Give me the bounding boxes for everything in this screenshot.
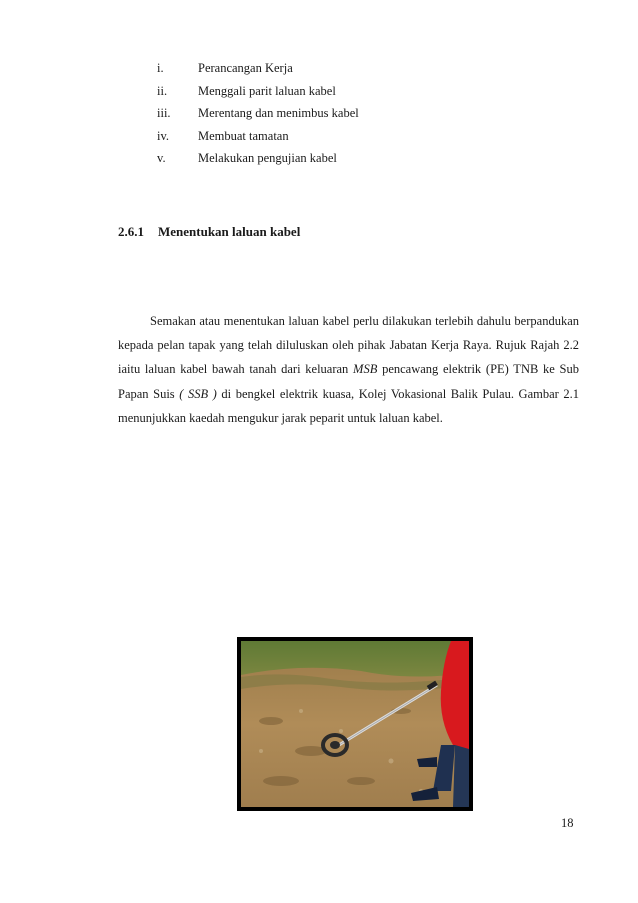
list-item-number: iii.: [157, 106, 171, 121]
paragraph-text: Semakan atau menentukan laluan kabel perlu dilakukan terlebih dahulu berpandukan kepada pelan tapak yang telah diluluskan oleh pihak Jabatan Kerja Raya. Rujuk Rajah 2.2 iaitu laluan kabel bawah tanah dari keluaran: [118, 314, 579, 377]
list-item-label: Perancangan Kerja: [198, 61, 293, 75]
section-title: Menentukan laluan kabel: [158, 224, 301, 239]
measuring-wheel-photo: [241, 641, 469, 807]
section-heading: [118, 224, 300, 240]
paragraph-text: pencawang elektrik (PE) TNB ke Sub Papan Suis: [118, 362, 579, 401]
list-item-label: Merentang dan menimbus kabel: [198, 106, 359, 121]
list-item-label: Membuat tamatan: [198, 128, 289, 143]
list-item: [157, 102, 457, 125]
body-paragraph: [118, 309, 579, 430]
page-number: 18: [561, 816, 574, 830]
list-item-number: v.: [157, 151, 166, 166]
list-item-label: Melakukan pengujian kabel: [198, 151, 337, 166]
list-item-number: ii.: [157, 83, 168, 98]
list-item: [157, 125, 457, 148]
figure-photo: [237, 637, 473, 811]
list-item-number: i.: [157, 61, 164, 75]
ssb-term: ( SSB ): [179, 386, 217, 401]
list-item-label: Menggali parit laluan kabel: [198, 83, 336, 98]
paragraph-text: di bengkel elektrik kuasa, Kolej Vokasional Balik Pulau. Gambar 2.1 menunjukkan kaedah mengukur jarak peparit untuk laluan kabel.: [118, 386, 579, 425]
list-item-number: iv.: [157, 128, 170, 143]
list-item: [157, 147, 457, 170]
list-item: [157, 80, 457, 103]
list-item: [157, 57, 457, 80]
msb-term: MSB: [353, 362, 378, 377]
section-number: 2.6.1: [118, 224, 144, 239]
task-list: [157, 57, 457, 170]
